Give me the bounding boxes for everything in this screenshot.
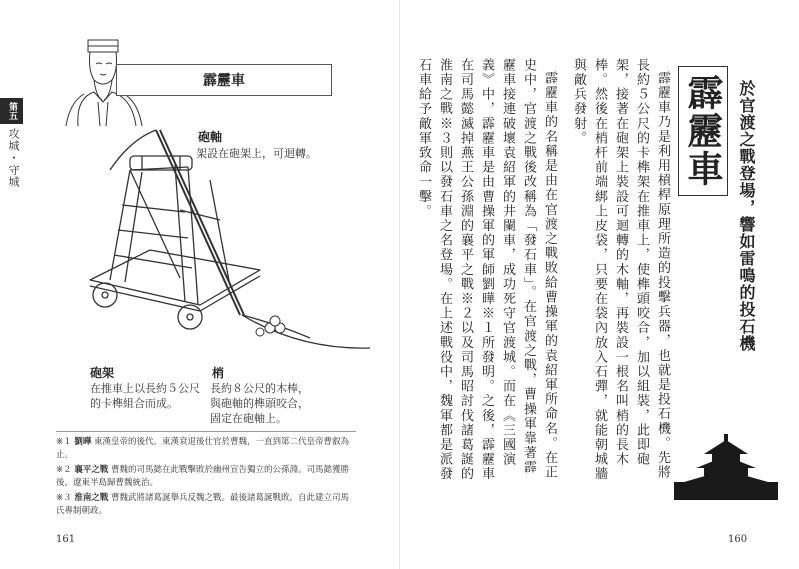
footnote [56,492,356,518]
page-gutter [399,0,400,569]
label-axle-title: 砲軸 [198,130,223,144]
footnote-term: 劉曄 [74,437,92,447]
footnote-term: 襄平之戰 [74,465,109,475]
label-pole-desc-line: 固定在砲軸上。 [210,412,287,425]
label-frame-title: 砲架 [90,366,115,380]
body-paragraph: 霹靂車的名稱是由在官渡之戰敗給曹操軍的袁紹軍所命名。在正史中，官渡之戰後改稱為「發石車」。在官渡之戰，曹操軍靠著霹靂車接連破壞袁紹軍的井闌車，成功死守官渡城。而在《三國演義》中，霹靂車是由曹操軍的軍師劉曄※１所發明。之後，霹靂車在司馬懿滅掉燕王公孫淵的襄平之戰※２以及司馬昭討伐諸葛誕的淮南之戰※３則以發石車之名登場。在上述戰役中，魏軍都是派發石車給予敵軍致命一擊。 [416,58,557,482]
label-pole-desc [210,381,309,426]
footnote [56,436,356,462]
footnote-text: 東漢皇帝的後代。東漢衰退後仕官於曹魏，一直到第二代皇帝曹叡為止。 [56,437,350,460]
diagram-title: 霹靂車 [203,73,245,89]
chapter-tab: 第五 [0,98,23,124]
footnotes [56,431,356,520]
label-axle-desc: 架設在砲架上，可迴轉。 [196,147,317,160]
label-pole-desc-line: 長約８公尺的木棒， [210,382,309,395]
footnote-mark: ※１ [56,437,72,447]
page-number-right: 160 [728,534,748,545]
footnote-text: 曹魏的司馬懿在此戰擊敗於幽州宣告獨立的公孫淵。司馬懿獲勝後，遼東半島歸曹魏統治。 [56,465,350,488]
footnote-term: 淮南之戰 [74,493,109,503]
castle-silhouette [674,434,778,500]
label-pole-desc-line: 與砲軸的榫頭咬合， [210,397,309,410]
section-subtitle: 於官渡之戰登場，響如雷鳴的投石機 [737,80,756,352]
label-frame-desc [90,381,200,411]
page-number-left: 161 [56,534,76,545]
body-text [416,58,673,488]
label-pole-title: 梢 [212,366,225,380]
footnote-mark: ※３ [56,493,72,503]
body-paragraph: 霹靂車乃是利用槓桿原理所造的投擊兵器，也就是投石機。先將長約５公尺的卡榫架在推車上，使榫頭咬合，加以組裝，此即砲架，接著在砲架上裝設可迴轉的木軸，再裝設一根名叫梢的長木棒。然後在梢杆前端綁上皮袋，只要在袋內放入石彈，就能朝城牆與敵兵發射。 [571,58,670,482]
section-heading: 霹靂車 [682,74,724,188]
diagram-title-banner [116,64,332,96]
footnote [56,464,356,490]
footnote-mark: ※２ [56,465,72,475]
section-heading-box [678,66,728,196]
footnote-text: 曹魏武將諸葛誕舉兵反魏之戰。最後諸葛誕戰敗，自此建立司馬氏專制朝政。 [56,493,350,516]
label-frame-desc-line: 在推車上以長約５公尺 [90,382,200,395]
label-frame-desc-line: 的卡榫組合而成。 [90,397,178,410]
chapter-subtitle: 攻城・守城 [7,128,20,188]
